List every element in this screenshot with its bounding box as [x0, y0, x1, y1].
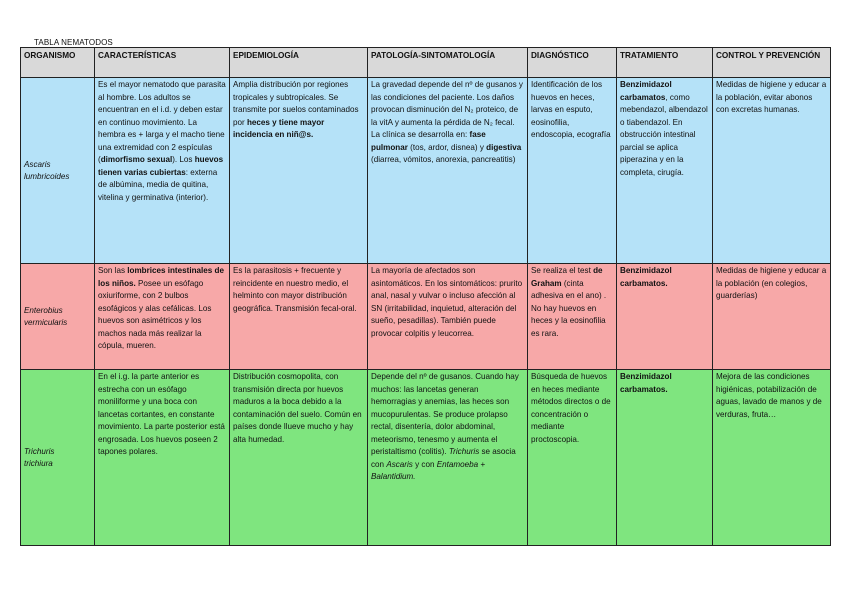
organism-species: lumbricoides — [24, 172, 70, 181]
row-enterobius — [21, 264, 831, 370]
text-run: Son las — [98, 266, 128, 275]
text-run: En el i.g. la parte anterior es estrecha con un esófago moniliforme y una boca con lancetas cortantes, en constante movimiento. La parte posterior está engrosada. Los huevos poseen 2 tapones polares. — [98, 372, 225, 456]
text-run: La gravedad depende del nº de gusanos y las condiciones del paciente. Los daños provocan disminución del N₂ proteico, de la vitA y aumenta la pérdida de N₂ fecal. La clínica se desarrolla en: — [371, 80, 523, 139]
treatment-cell — [617, 78, 713, 264]
header-organismo: ORGANISMO — [21, 48, 95, 78]
row-trichuris — [21, 370, 831, 546]
bold-text-run: heces y tiene mayor incidencia en niñ@s. — [233, 117, 325, 139]
italic-text-run: Ascaris — [386, 459, 413, 469]
bold-text-run: lombrices intestinales de los niños. — [98, 266, 224, 288]
diagnosis-cell — [528, 264, 617, 370]
text-run: Se realiza el test — [531, 266, 594, 275]
bold-text-run: Benzimidazol carbamatos — [620, 80, 672, 102]
epidemiology-cell — [230, 370, 368, 546]
text-run: ). Los — [172, 155, 195, 164]
header-diagnostico: DIAGNÓSTICO — [528, 48, 617, 78]
header-tratamiento: TRATAMIENTO — [617, 48, 713, 78]
italic-text-run: Entamoeba + Balantidium. — [371, 459, 486, 481]
organism-genus: Enterobius — [24, 305, 63, 315]
text-run: Mejora de las condiciones higiénicas, potabilización de aguas, lavado de manos y de verduras, fruta… — [716, 372, 822, 419]
control-cell — [713, 370, 831, 546]
epidemiology-cell — [230, 264, 368, 370]
characteristics-cell — [95, 370, 230, 546]
text-run: : externa de albúmina, media de quitina, vitelina y germinativa (interior). — [98, 167, 218, 202]
characteristics-cell — [95, 78, 230, 264]
text-run: y con — [412, 459, 437, 469]
text-run: (cinta adhesiva en el ano) . No hay huevos en heces y la eosinofilia es rara. — [531, 278, 607, 338]
bold-text-run: Benzimidazol carbamatos. — [620, 372, 672, 394]
text-run: Identificación de los huevos en heces, larvas en esputo, eosinofilia, endoscopia, ecografía — [531, 80, 611, 139]
text-run: Es el mayor nematodo que parasita al hombre. Los adultos se encuentran en el i.d. y deben estar en continuo movimiento. La hembra es + larga y el macho tiene una extremidad con 2 espículas ( — [98, 80, 226, 164]
text-run: Búsqueda de huevos en heces mediante métodos directos o de concentración o mediante proctoscopia. — [531, 372, 611, 444]
text-run: Medidas de higiene y educar a la población (en colegios, guarderías) — [716, 266, 827, 300]
text-run: se asocia con — [371, 447, 516, 469]
text-run: Depende del nº de gusanos. Cuando hay muchos: las lancetas generan hemorragias y anemias, las heces son mucopurulentas. Se produce prolapso rectal, disentería, dolor abdominal, meteorismo, tenesmo y aumenta el peristaltismo (colitis). — [371, 372, 519, 456]
nematodes-table — [20, 47, 831, 546]
text-run: (diarrea, vómitos, anorexia, pancreatitis) — [371, 155, 516, 164]
text-run: , como mebendazol, albendazol o tiabendazol. En obstrucción intestinal parcial se aplica piperazina y en la completa, cirugía. — [620, 92, 708, 177]
organism-genus: Trichuris — [24, 446, 55, 456]
header-control: CONTROL Y PREVENCIÓN — [713, 48, 831, 78]
bold-text-run: huevos tienen varias cubiertas — [98, 155, 224, 177]
diagnosis-cell — [528, 370, 617, 546]
bold-text-run: dimorfismo sexual — [100, 155, 173, 164]
organism-cell — [21, 78, 95, 264]
characteristics-cell — [95, 264, 230, 370]
header-epidemiologia: EPIDEMIOLOGÍA — [230, 48, 368, 78]
pathology-cell — [368, 370, 528, 546]
control-cell — [713, 264, 831, 370]
header-row — [21, 48, 831, 78]
pathology-cell — [368, 264, 528, 370]
text-run: Posee un esófago oxiuriforme, con 2 bulbos esofágicos y alas cefálicas. Los huevos son asimétricos y los machos nada más realizar la cópula, mueren. — [98, 278, 212, 350]
control-cell — [713, 78, 831, 264]
table-caption: TABLA NEMATODOS — [34, 38, 113, 47]
text-run: Medidas de higiene y educar a la población, evitar abonos con excretas humanas. — [716, 80, 827, 114]
organism-species: vermicularis — [24, 318, 68, 327]
text-run: La mayoría de afectados son asintomáticos. En los sintomáticos: prurito anal, nasal y vulvar o incluso afección al SN (irritabilidad, inquietud, alteración del sueño, pesadillas). También puede provocar colpitis y leucorrea. — [371, 266, 523, 338]
diagnosis-cell — [528, 78, 617, 264]
pathology-cell — [368, 78, 528, 264]
header-patologia: PATOLOGÍA-SINTOMATOLOGÍA — [368, 48, 528, 78]
epidemiology-cell — [230, 78, 368, 264]
italic-text-run: Trichuris — [448, 447, 480, 456]
bold-text-run: de Graham — [531, 266, 603, 288]
text-run: (tos, ardor, disnea) y — [407, 142, 487, 152]
header-caracteristicas: CARACTERÍSTICAS — [95, 48, 230, 78]
text-run: Es la parasitosis + frecuente y reincidente en nuestro medio, el helminto con mayor distribución geográfica. Transmisión fecal-oral. — [233, 266, 357, 313]
organism-cell — [21, 264, 95, 370]
bold-text-run: Benzimidazol carbamatos. — [620, 266, 672, 288]
organism-cell — [21, 370, 95, 546]
text-run: Distribución cosmopolita, con transmisión directa por huevos maduros a la boca debido a la contaminación del suelo. Común en países donde llueve mucho y hay alta humedad. — [233, 372, 362, 444]
text-run: Amplia distribución por regiones tropicales y subtropicales. Se transmite por suelos contaminados por — [233, 80, 359, 127]
bold-text-run: fase pulmonar — [371, 130, 486, 152]
organism-species: trichiura — [24, 459, 53, 468]
row-ascaris — [21, 78, 831, 264]
treatment-cell — [617, 370, 713, 546]
organism-genus: Ascaris — [24, 159, 51, 169]
treatment-cell — [617, 264, 713, 370]
bold-text-run: digestiva — [486, 142, 522, 152]
